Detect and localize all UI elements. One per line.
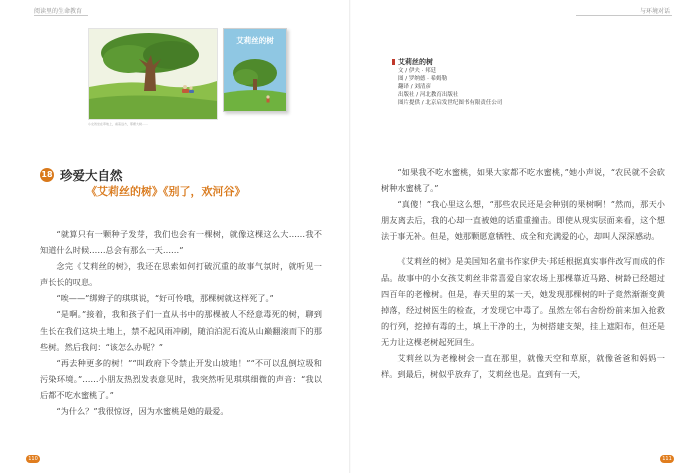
paragraph: 念完《艾莉丝的树》，我还在思索如何打破沉重的故事气氛时，就听见一声长长的叹息。 bbox=[40, 261, 322, 288]
header-rule-right bbox=[576, 15, 672, 16]
book-info-title: 艾莉丝的树 bbox=[392, 57, 502, 67]
paragraph: “为什么？”我很惊讶，因为水蜜桃是她的最爱。 bbox=[56, 406, 229, 417]
paragraph: “再去种更多的树！”“叫政府下令禁止开发山坡地！”“不可以乱倒垃圾和污染环境。”……小朋友热烈发表意见时，我突然听见琪琪细微的声音：“我以后都不吃水蜜桃了。” bbox=[40, 357, 322, 400]
paragraph: “如果我不吃水蜜桃，如果大家都不吃水蜜桃，”她小声说，“农民就不会砍树种水蜜桃了。” bbox=[381, 167, 665, 194]
paragraph: “真傻！”我心里这么想，“那些农民还是会种别的果树啊！”然而，那天小朋友离去后，我的心却一直被她的话重重撞击。即使从现实层面来看，这个想法于事无补。但是，她那颗愿意牺牲、成全和充满爱的心，却叫人深深感动。 bbox=[381, 199, 665, 242]
tree-illustration bbox=[88, 28, 218, 120]
book-info bbox=[392, 57, 502, 107]
paragraph: “唉——”绑辫子的琪琪说，“好可怜哦，那棵树就这样死了。” bbox=[56, 293, 274, 304]
book-info-image-credit: 图片提供 / 北京启发世纪图书有限责任公司 bbox=[398, 100, 503, 106]
book-info-translator: 翻译 / 刘清彦 bbox=[398, 84, 431, 90]
running-head-left: 阅读里的生命教育 bbox=[34, 8, 83, 15]
page-number-left: 110 bbox=[26, 455, 40, 463]
book-cover-art bbox=[224, 29, 286, 111]
paragraph: 艾莉丝以为老橡树会一直在那里，就像天空和草原，就像爸爸和妈妈一样。到最后，树似乎放弃了，艾莉丝也是。直到有一天， bbox=[381, 353, 665, 380]
section-subtitle: 《艾莉丝的树》《别了，欢河谷》 bbox=[86, 185, 246, 198]
tree-scene-image bbox=[89, 29, 217, 119]
left-page-body bbox=[40, 226, 322, 419]
paragraph: 《艾莉丝的树》是美国知名童书作家伊夫·邦廷根据真实事件改写而成的作品。故事中的小女孩艾莉丝非常喜爱自家农场上那棵靠近马路、树龄已经超过四百年的老橡树。但是，春天里的某一天，她发现那棵树的叶子竟然渐渐变黄掉落，经过树医生的检查，才发现它中毒了。虽然左邻右舍纷纷前来加入抢救的行列，挖掉有毒的土，填上干净的土，为树搭建支架，挂上遮阳布，但还是无力让这棵老树起死回生。 bbox=[381, 256, 665, 347]
section-title: 珍爱大自然 bbox=[60, 168, 123, 183]
running-head-right: 与环境对话 bbox=[639, 8, 670, 15]
right-page-body bbox=[381, 164, 665, 382]
book-gutter bbox=[349, 0, 351, 473]
book-info-publisher: 出版社 / 河北教育出版社 bbox=[398, 92, 459, 98]
paragraph: “是啊。”接着，我和孩子们一直从书中的那棵被人不经意毒死的树，聊到生长在我们这块土地上，禁不起风雨冲刷，随泊泊泥石流从山巅翻滚而下的那些树。然后我问：“该怎么办呢？” bbox=[40, 309, 322, 352]
book-cover bbox=[223, 28, 287, 112]
paragraph: “就算只有一颗种子发芽，我们也会有一棵树，就像这棵这么大……我不知道什么时候……总会有那么一天……” bbox=[40, 229, 322, 256]
section-number-badge: 18 bbox=[40, 168, 54, 182]
book-info-author: 文 / 伊夫 · 邦廷 bbox=[398, 68, 437, 74]
illustration-caption: 小女孩坐在草地上，看着远方，那棵大树…… bbox=[88, 122, 149, 126]
page-number-right: 111 bbox=[660, 455, 674, 463]
header-rule-left bbox=[34, 15, 88, 16]
book-info-illustrator: 图 / 罗纳德 · 希姆勒 bbox=[398, 76, 448, 82]
cover-title: 艾莉丝的树 bbox=[236, 36, 274, 45]
